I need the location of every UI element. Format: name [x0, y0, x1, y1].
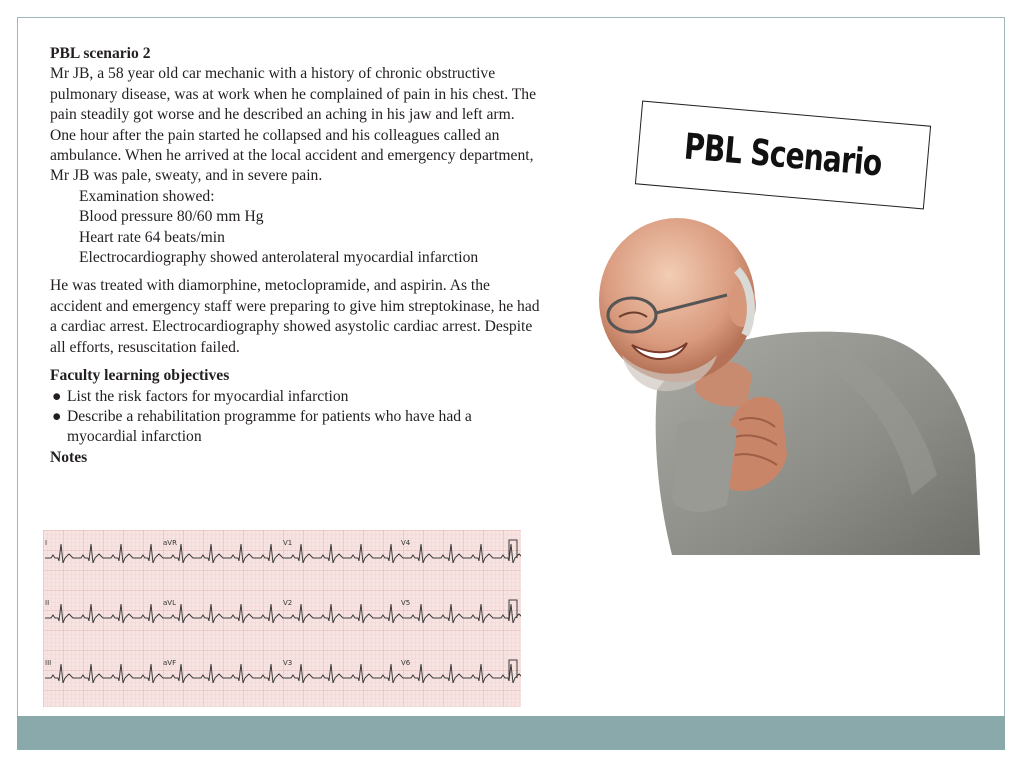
- exam-line: Electrocardiography showed anterolateral myocardial infarction: [79, 249, 479, 267]
- bullet-icon: ●: [52, 407, 62, 425]
- man-with-chest-pain-photo: [577, 215, 980, 555]
- ecg-lead-label: aVL: [163, 599, 176, 607]
- ecg-lead-label: III: [45, 659, 52, 667]
- ecg-lead-label: V4: [401, 539, 411, 547]
- ecg-lead-label: II: [45, 599, 50, 607]
- sign-title: PBL Scenario: [682, 125, 884, 185]
- ecg-lead-label: I: [45, 539, 48, 547]
- ecg-lead-label: V6: [401, 659, 411, 667]
- notes-heading: Notes: [50, 448, 88, 466]
- examination-block: [50, 187, 540, 269]
- ecg-lead-label: V5: [401, 599, 411, 607]
- footer-bar: [17, 716, 1005, 750]
- objectives-heading: Faculty learning objectives: [50, 367, 230, 385]
- scenario-document: [50, 44, 540, 468]
- objectives-list: [50, 387, 540, 448]
- ecg-strip: [43, 530, 521, 707]
- objective-item: ● Describe a rehabilitation programme for patients who have had a myocardial infarction: [52, 407, 472, 446]
- objective-item: ● List the risk factors for myocardial infarction: [50, 387, 540, 407]
- scenario-paragraph-2: He was treated with diamorphine, metoclopramide, and aspirin. As the accident and emergency staff were preparing to give him streptokinase, he had a cardiac arrest. Electrocardiography showed asystolic cardiac arrest. Despite all efforts, resuscitation failed.: [50, 277, 540, 356]
- ecg-lead-label: V1: [283, 539, 293, 547]
- ecg-lead-label: V3: [283, 659, 293, 667]
- ecg-trace-image: [43, 530, 521, 707]
- exam-line: Blood pressure 80/60 mm Hg: [79, 208, 264, 226]
- ecg-lead-label: V2: [283, 599, 293, 607]
- ecg-lead-label: aVF: [163, 659, 177, 667]
- scenario-heading: PBL scenario 2: [50, 45, 151, 62]
- exam-line: Examination showed:: [79, 187, 215, 205]
- exam-line: Heart rate 64 beats/min: [79, 228, 225, 246]
- bullet-icon: ●: [52, 387, 62, 405]
- ecg-lead-label: aVR: [163, 539, 177, 547]
- scenario-paragraph-1: Mr JB, a 58 year old car mechanic with a history of chronic obstructive pulmonary disease, was at work when he complained of pain in his chest. The pain steadily got worse and he described an aching in his jaw and left arm. One hour after the pain started he collapsed and his colleagues called an ambulance. When he arrived at the local accident and emergency department, Mr JB was pale, sweaty, and in severe pain.: [50, 65, 537, 185]
